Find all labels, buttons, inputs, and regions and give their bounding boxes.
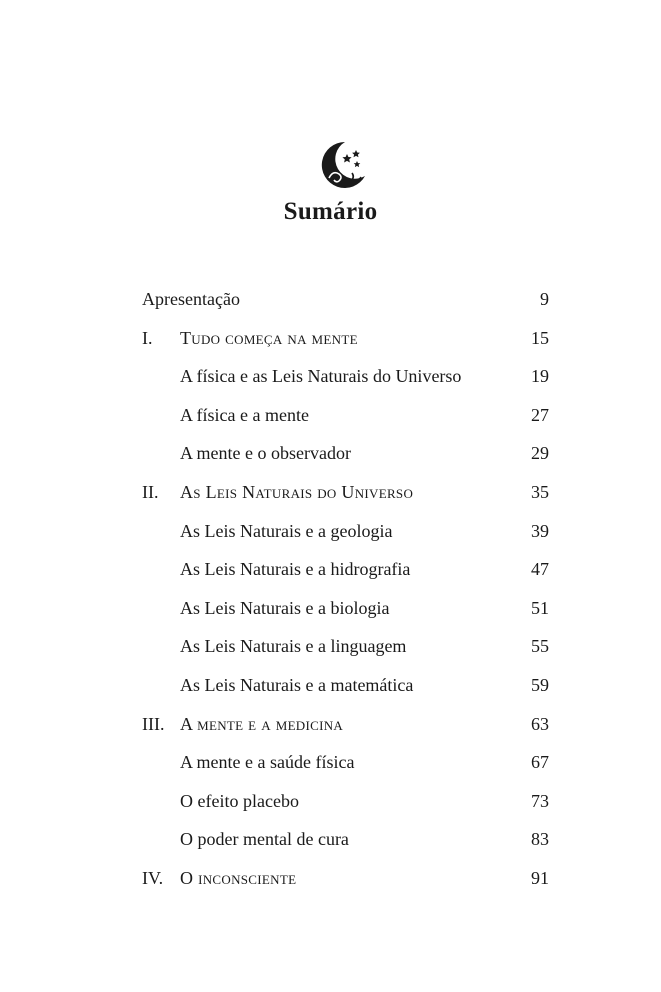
toc-entry-label: As Leis Naturais e a biologia: [180, 598, 390, 618]
moon-stars-emblem-icon: [315, 138, 369, 192]
toc-entry: [0, 711, 661, 737]
toc-entry-page: 55: [531, 636, 549, 656]
page-title: Sumário: [283, 198, 378, 225]
toc-entry: [0, 826, 661, 852]
toc-entry-label: A mente e a saúde física: [180, 752, 355, 772]
toc-entry: [0, 633, 661, 659]
toc-entry: [0, 672, 661, 698]
toc-entry-page: 59: [531, 675, 549, 695]
toc-entry-label: As Leis Naturais e a linguagem: [180, 636, 407, 656]
toc-entry-page: 15: [531, 328, 549, 348]
toc-entry: [0, 749, 661, 775]
toc-entry-number: IV.: [142, 868, 164, 888]
toc-entry-label: A física e a mente: [180, 405, 309, 425]
toc-entry: [0, 325, 661, 351]
toc-entry-number: II.: [142, 482, 159, 502]
toc-entry-label: A física e as Leis Naturais do Universo: [180, 366, 462, 386]
toc-entry-label: A mente e a medicina: [180, 714, 344, 734]
toc-entry: [0, 479, 661, 505]
toc-entry-page: 91: [531, 868, 549, 888]
toc-entry-page: 83: [531, 829, 549, 849]
toc-entry: [0, 363, 661, 389]
toc-entry-page: 29: [531, 443, 549, 463]
toc-entry-page: 73: [531, 791, 549, 811]
toc-entry-label: O efeito placebo: [180, 791, 299, 811]
toc-entry-label: A mente e o observador: [180, 443, 351, 463]
toc-entry: [0, 788, 661, 814]
toc-entry-label: As Leis Naturais do Universo: [180, 482, 414, 502]
toc-entry-number: III.: [142, 714, 165, 734]
toc-entry: [0, 518, 661, 544]
toc-entry: [0, 286, 661, 312]
toc-entry: [0, 440, 661, 466]
toc-entry-page: 9: [540, 289, 549, 309]
toc-entry-page: 27: [531, 405, 549, 425]
toc-entry-page: 63: [531, 714, 549, 734]
toc-entry-label: As Leis Naturais e a hidrografia: [180, 559, 411, 579]
toc-entry-page: 35: [531, 482, 549, 502]
toc-entry-page: 47: [531, 559, 549, 579]
toc-entry-page: 39: [531, 521, 549, 541]
toc-entry: [0, 865, 661, 891]
toc-entry: [0, 595, 661, 621]
toc-entry-label: O poder mental de cura: [180, 829, 349, 849]
toc-entry-label: O inconsciente: [180, 868, 297, 888]
toc-entry-page: 19: [531, 366, 549, 386]
toc-entry-label: As Leis Naturais e a matemática: [180, 675, 414, 695]
toc-entry-page: 67: [531, 752, 549, 772]
toc-entry-label: Tudo começa na mente: [180, 328, 358, 348]
toc-entry-page: 51: [531, 598, 549, 618]
toc-entry-number: I.: [142, 328, 153, 348]
toc-entry: [0, 556, 661, 582]
toc-entry: [0, 402, 661, 428]
toc-entry-label: Apresentação: [142, 289, 240, 309]
toc-entry-label: As Leis Naturais e a geologia: [180, 521, 393, 541]
